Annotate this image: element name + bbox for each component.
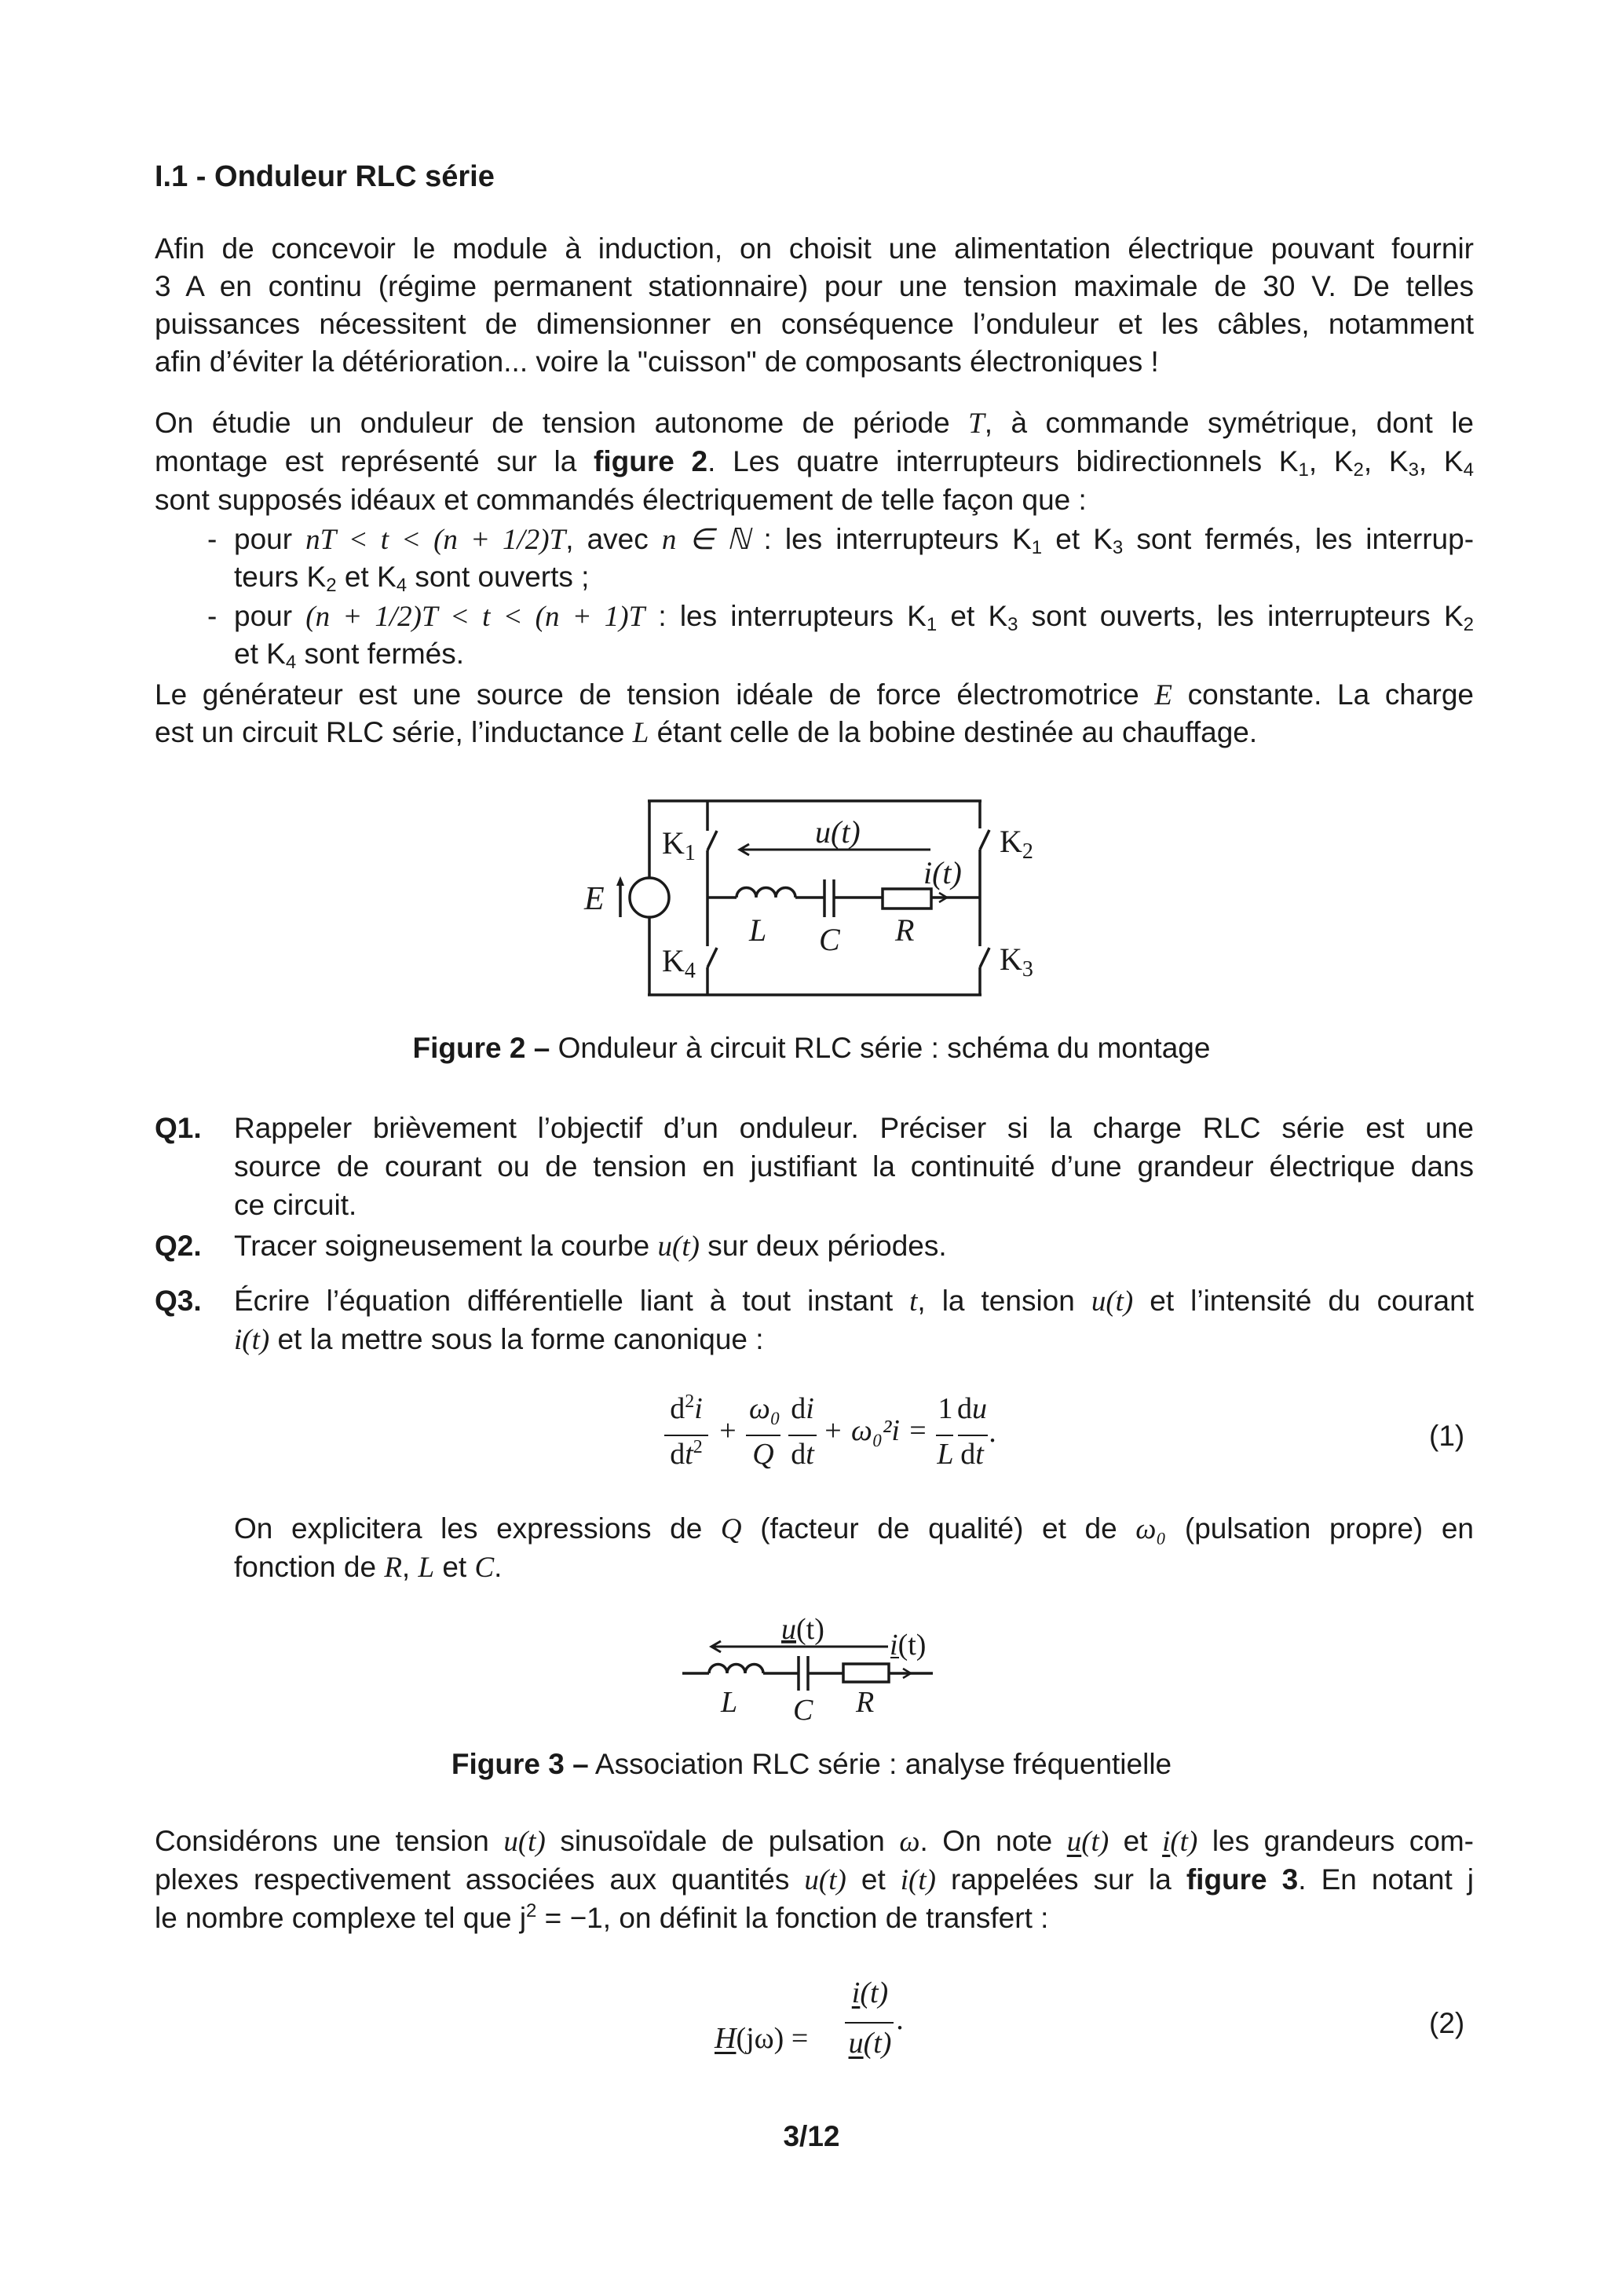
caption-text: Association RLC série : analyse fréquentielle [588, 1748, 1172, 1780]
label-r: R [856, 1686, 875, 1719]
sub: 3 [1007, 614, 1018, 635]
text: et l’intensité du courant [1133, 1285, 1474, 1317]
bullet-dash: - [207, 600, 217, 632]
equation-number-2: (2) [1429, 2007, 1465, 2039]
math-omega: ω [899, 1826, 920, 1858]
figure-ref: figure 3 [1186, 1863, 1299, 1896]
label-k1: $K_1$ [662, 825, 696, 865]
caption-text: Onduleur à circuit RLC série : schéma du montage [550, 1032, 1211, 1064]
text: . En notant j [1298, 1863, 1475, 1896]
figure-3-caption [0, 1745, 1623, 1784]
inductor-symbol [709, 1665, 763, 1674]
math-H: H [715, 2022, 737, 2055]
eq1-frac2-den: Q [752, 1438, 774, 1471]
math-u-t: u(t) [804, 1864, 846, 1896]
resistor-symbol [843, 1664, 889, 1682]
fraction-bar [958, 1435, 988, 1436]
intro-line-2: 3 A en continu (régime permanent stationnaire) pour une tension maximale de 30 V. De telles [155, 270, 1474, 302]
intro-line-1: Afin de concevoir le module à induction, on choisit une alimentation électrique pouvant fournir [155, 232, 1474, 265]
math-interval: (n + 1/2)T < t < (n + 1)T [305, 601, 645, 633]
eq1-term4: ω₀²i [851, 1414, 900, 1447]
equation-number-1: (1) [1429, 1420, 1465, 1452]
eq1-period: . [989, 1416, 996, 1449]
eq1-frac2-num: ω₀ [748, 1392, 781, 1425]
math-i-complex: i [1162, 1826, 1171, 1858]
switch-k3-blade [980, 948, 989, 967]
math-L: L [632, 717, 649, 749]
text: étant celle de la bobine destinée au chauffage. [649, 716, 1258, 748]
text: = −1, on définit la fonction de transfert : [536, 1902, 1049, 1934]
switch-k4-blade [707, 948, 717, 967]
eq2-num [845, 1976, 895, 2010]
bullet-dash: - [207, 523, 217, 555]
math-Q: Q [720, 1513, 742, 1545]
study-line-3: sont supposés idéaux et commandés électriquement de telle façon que : [155, 484, 1087, 516]
eq1-frac1-num: $d^2i$ [670, 1391, 703, 1425]
math-t: t [909, 1285, 918, 1318]
math-E: E [1154, 679, 1173, 711]
eq1-frac1-den: $dt^2$ [670, 1437, 703, 1471]
text: . On note [919, 1825, 1067, 1857]
figure-2-circuit [0, 0, 1623, 1099]
text: Considérons une tension [155, 1825, 504, 1857]
page-number: 3/12 [783, 2120, 840, 2152]
math-u-t: u(t) [1091, 1285, 1134, 1318]
label-i: i(t) [923, 855, 962, 890]
math: (t) [1170, 1826, 1198, 1858]
sub: 1 [926, 614, 938, 635]
sub: 3 [1112, 537, 1124, 558]
section-heading: I.1 - Onduleur RLC série [155, 160, 495, 193]
switch-k1-blade [707, 831, 717, 850]
text: et K [937, 600, 1008, 632]
eq2-period: . [896, 2003, 904, 2036]
question-label-q1: Q1. [155, 1112, 202, 1144]
math-n-in-N: n ∈ ℕ [661, 524, 751, 556]
math-u-complex: u [848, 2027, 864, 2060]
text: . [494, 1551, 503, 1583]
caption-label: Figure 2 – [412, 1032, 550, 1064]
text: rappelées sur la [935, 1863, 1186, 1896]
eq2-den [845, 2026, 895, 2060]
text: et [434, 1551, 475, 1583]
q3-followup-line-2 [234, 1548, 1474, 1588]
text: et K [336, 561, 397, 593]
text: sont ouverts ; [407, 561, 590, 593]
math-u-complex: u [1066, 1826, 1082, 1858]
text: , avec [565, 523, 662, 555]
math: (jω) = [736, 2022, 809, 2055]
q1-line-2: source de courant ou de tension en justifiant la continuité d’une grandeur électrique dans [234, 1150, 1474, 1183]
text: Écrire l’équation différentielle liant à tout instant [234, 1285, 910, 1317]
q3-followup-line-1 [234, 1509, 1474, 1549]
math-C: C [474, 1552, 495, 1584]
text: (facteur de qualité) et de [741, 1512, 1136, 1545]
text: : les interrupteurs K [750, 523, 1032, 555]
label-u-complex: u(t) [781, 1613, 824, 1646]
text: , la tension [917, 1285, 1091, 1317]
eq1-frac5-num: 1 [938, 1392, 953, 1425]
math: (t) [863, 2027, 892, 2060]
text: sont ouverts, les interrupteurs K [1018, 600, 1464, 632]
complex-line-3 [155, 1899, 1474, 1938]
inductor-symbol [737, 887, 795, 898]
text: et K [234, 638, 286, 670]
q3-line-1 [234, 1281, 1474, 1322]
text: On explicitera les expressions de [234, 1512, 721, 1545]
label-u: u(t) [815, 814, 861, 850]
eq1-frac6-num: du [957, 1392, 987, 1425]
fraction-bar [788, 1435, 817, 1436]
text: sont fermés, les interrup- [1123, 523, 1475, 555]
intro-line-4: afin d’éviter la détérioration... voire la "cuisson" de composants électroniques ! [155, 345, 1159, 378]
text: et K [1042, 523, 1113, 555]
text: , à commande symétrique, dont le [984, 407, 1474, 439]
label-l: L [721, 1686, 738, 1719]
text: fonction de [234, 1551, 385, 1583]
text: les grandeurs com- [1197, 1825, 1475, 1857]
text: sinusoïdale de pulsation [545, 1825, 900, 1857]
eq1-frac3-den: dt [791, 1438, 814, 1471]
math-i-complex: i [851, 1976, 861, 2009]
text: pour [234, 600, 306, 632]
label-l: L [749, 912, 767, 948]
sub: 2 [326, 575, 337, 596]
math: (t) [1081, 1826, 1109, 1858]
label-k3: $K_3$ [1000, 941, 1033, 982]
eq1-frac3-num: di [791, 1392, 814, 1425]
fraction-bar [664, 1435, 708, 1436]
sub: 1 [1298, 459, 1309, 481]
q1-line-3: ce circuit. [234, 1189, 357, 1221]
text: Le générateur est une source de tension idéale de force électromotrice [155, 678, 1155, 711]
math-interval: nT < t < (n + 1/2)T [305, 524, 566, 556]
study-line-2: montage est représenté sur la figure 2. Les quatre interrupteurs bidirectionnels $K_1$, $K_2$, $K_3$, $K_4$ [155, 445, 1474, 481]
label-i-complex: i(t) [890, 1629, 927, 1662]
eq1-plus: + [719, 1414, 737, 1447]
text: (pulsation propre) en [1166, 1512, 1475, 1545]
text: Tracer soigneusement la courbe [234, 1230, 658, 1262]
q1-line-1: Rappeler brièvement l’objectif d’un onduleur. Préciser si la charge RLC série est une [234, 1112, 1474, 1144]
label-e: E [584, 881, 605, 917]
text: et [1109, 1825, 1163, 1857]
fraction-bar [746, 1435, 780, 1436]
text: . Les quatre interrupteurs bidirectionnels K [707, 445, 1299, 477]
resistor-symbol [883, 889, 931, 909]
figure-3-circuit [0, 1602, 1623, 1743]
label-r: R [895, 912, 915, 948]
text: sont fermés. [296, 638, 465, 670]
fraction-bar [845, 2022, 894, 2024]
sub: 2 [1463, 614, 1475, 635]
math-i-t: i(t) [234, 1324, 270, 1356]
math-i-t: i(t) [900, 1864, 936, 1896]
text: montage est représenté sur la [155, 445, 594, 477]
math-u-t: u(t) [657, 1230, 700, 1263]
label-k4: $K_4$ [662, 943, 696, 983]
math-u-t: u(t) [503, 1826, 546, 1858]
sub: 3 [1408, 459, 1419, 481]
question-label-q3: Q3. [155, 1285, 202, 1317]
text: , [401, 1551, 419, 1583]
sub: 4 [285, 652, 297, 673]
text: est un circuit RLC série, l’inductance [155, 716, 633, 748]
q2-line-1 [234, 1227, 1474, 1267]
eq1-equals: = [909, 1414, 927, 1447]
q3-line-2 [234, 1320, 1474, 1360]
figure-2-caption [0, 1029, 1623, 1068]
text: et la mettre sous la forme canonique : [269, 1323, 764, 1355]
e-arrow-head [616, 876, 624, 886]
intro-line-3: puissances nécessitent de dimensionner en conséquence l’onduleur et les câbles, notamment [155, 308, 1474, 340]
question-label-q2: Q2. [155, 1230, 202, 1262]
switch-k2-blade [980, 830, 989, 850]
eq1-frac5-den: L [937, 1438, 954, 1471]
sup: 2 [526, 1900, 537, 1921]
sub: 4 [396, 575, 408, 596]
eq1-plus: + [824, 1414, 842, 1447]
sub: 4 [1463, 459, 1474, 481]
text: On étudie un onduleur de tension autonome de période [155, 407, 969, 439]
text: sur deux périodes. [699, 1230, 947, 1262]
caption-label: Figure 3 – [451, 1748, 589, 1780]
math-omega0: ω₀ [1135, 1513, 1167, 1545]
math: (t) [860, 1976, 889, 2009]
label-k2: $K_2$ [1000, 824, 1033, 864]
math-L: L [418, 1552, 435, 1584]
label-c: C [819, 922, 840, 957]
fraction-bar [936, 1435, 953, 1436]
voltage-source-symbol [630, 878, 669, 917]
text: pour [234, 523, 306, 555]
complex-line-1 [155, 1822, 1474, 1862]
math-T: T [968, 408, 985, 440]
figure-ref: figure 2 [594, 445, 708, 477]
text: teurs K [234, 561, 327, 593]
sub: 1 [1031, 537, 1043, 558]
eq2-lhs [715, 2021, 848, 2056]
text: plexes respectivement associées aux quantités [155, 1863, 805, 1896]
text: : les interrupteurs K [645, 600, 927, 632]
sub: 2 [1353, 459, 1364, 481]
label-c: C [793, 1694, 813, 1727]
complex-line-2 [155, 1860, 1474, 1900]
text: le nombre complexe tel que j [155, 1902, 527, 1934]
text: et [846, 1863, 901, 1896]
eq1-frac6-den: dt [960, 1438, 984, 1471]
math-R: R [384, 1552, 402, 1584]
text: constante. La charge [1172, 678, 1475, 711]
